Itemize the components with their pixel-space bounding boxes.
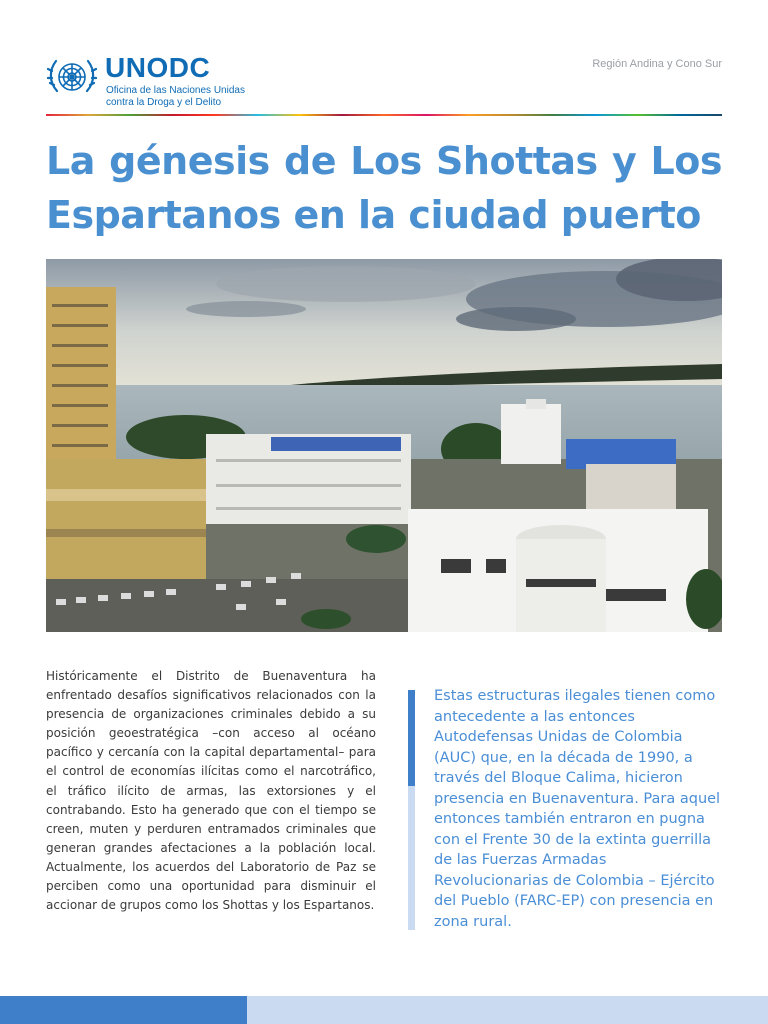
org-wordmark: UNODC — [105, 52, 211, 83]
port-city-photo — [46, 259, 722, 632]
unodc-logo — [47, 52, 267, 107]
org-subtitle-line2: contra la Droga y el Delito — [106, 97, 222, 108]
footer-band-light — [247, 996, 768, 1024]
header-divider — [46, 114, 722, 116]
org-subtitle — [106, 85, 245, 109]
footer-band-dark — [0, 996, 247, 1024]
un-emblem-icon — [47, 52, 97, 102]
pull-quote-bar — [408, 690, 415, 930]
body-paragraph: Históricamente el Distrito de Buenaventura ha enfrentado desafíos significativos relacionados con la presencia de organizaciones criminales debido a su posición geoestratégica –con acceso al océano pacífico y cercanía con la capital departamental– para el control de economías ilícitas como el narcotráfico, el tráfico ilícito de armas, las extorsiones y el contrabando. Esto ha generado que con el tiempo se creen, muten y perduren entramados criminales que generan grandes afectaciones a la población local. Actualmente, los acuerdos del Laboratorio de Paz se perciben como una oportunidad para disminuir el accionar de grupos como los Shottas y los Espartanos. — [46, 669, 376, 913]
org-subtitle-line1: Oficina de las Naciones Unidas — [106, 85, 245, 96]
region-label: Región Andina y Cono Sur — [592, 58, 722, 70]
pull-quote: Estas estructuras ilegales tienen como antecedente a las entonces Autodefensas Unidas de Colombia (AUC) que, en la década de 1990, a través del Bloque Calima, hicieron presencia en Buenaventura. Para aquel entonces también entraron en pugna con el Frente 30 de la extinta guerrilla de las Fuerzas Armadas Revolucionarias de Colombia – Ejército del Pueblo (FARC-EP) con presencia en zona rural. — [434, 688, 721, 930]
page-title: La génesis de Los Shottas y Los Espartanos en la ciudad puerto — [46, 139, 722, 237]
